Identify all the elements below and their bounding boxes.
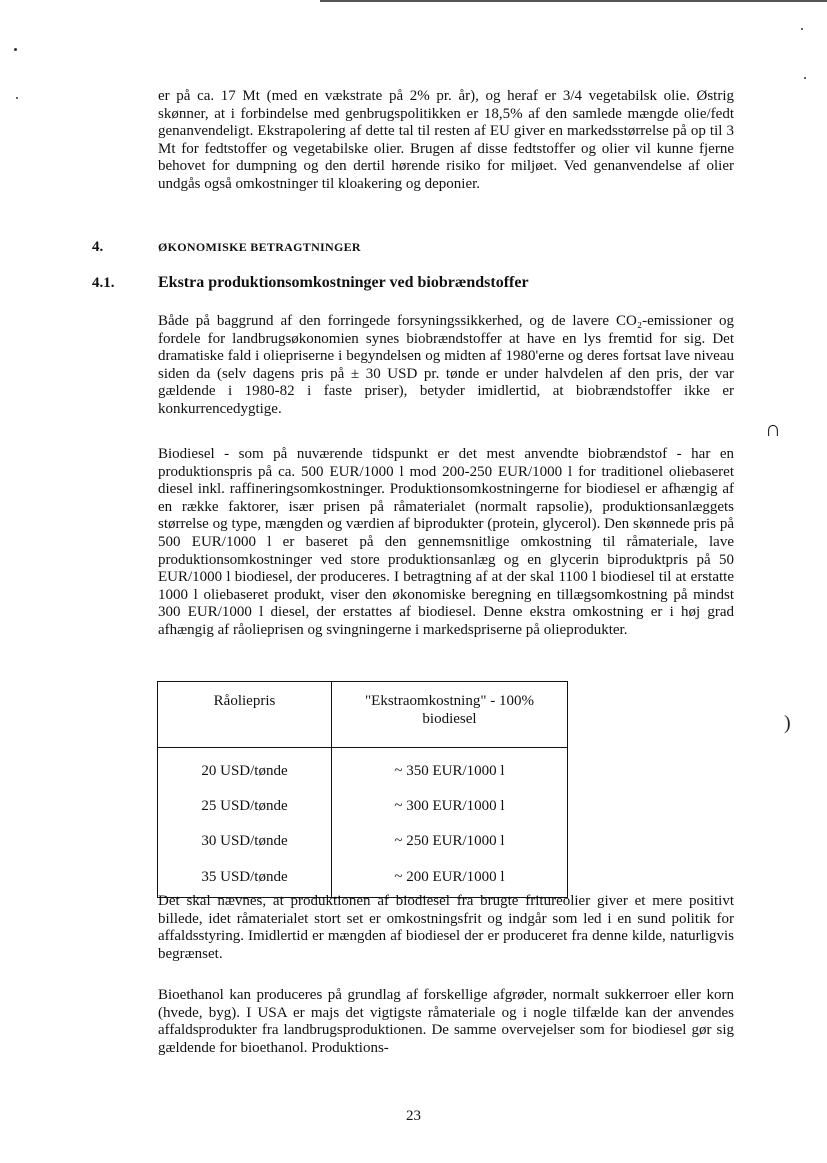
paragraph-competitiveness: Både på baggrund af den forringede forsyningssikkerhed, og de lavere CO₂-emissioner og fordele for landbrugsøkonomien synes biobrændstoffer at have en lys fremtid for sig. Det dramatiske fald i oliepriserne i begyndelsen og midten af 1980'erne og deres fortsat lave niveau siden da (selv dagens pris på ± 30 USD pr. tønde er under halvdelen af den pris, der var gældende i 1980-82 i faste priser), betyder imidlertid, at biobrændstoffer ikke er konkurrencedygtige. <box>158 313 734 417</box>
crude-price-cell: 20 USD/tønde <box>158 748 332 790</box>
paragraph-biodiesel-cost: Biodiesel - som på nuværende tidspunkt er det mest anvendte biobrændstof - har en produktionspris på ca. 500 EUR/1000 l mod 200-250 EUR/1000 l for traditionel oliebaseret diesel inkl. raffineringsomkostninger. Produktionsomkostningerne for biodiesel er afhængig af en række faktorer, især prisen på råmaterialet (normalt rapsolie), produktionsanlæggets størrelse og type, mængden og værdien af biprodukter (protein, glycerol). Den skønnede pris på 500 EUR/1000 l er baseret på den gennemsnitlige omkostning til råmateriale, lave produktionsomkostninger ved store produktionsanlæg og en glycerin biproduktpris på 50 EUR/1000 l biodiesel, der produceres. I betragtning af at der skal 1100 l biodiesel til at erstatte 1000 l oliebaseret produkt, viser den økonomiske beregning en tillægsomkostning på mindst 300 EUR/1000 l diesel, der erstattes af biodiesel. Denne ekstra omkostning er i høj grad afhængig af råolieprisen og svingningerne i markedspriserne på olieprodukter. <box>158 446 734 638</box>
section-title: ØKONOMISKE BETRAGTNINGER <box>158 240 361 254</box>
table-row <box>158 859 568 897</box>
table-row <box>158 748 568 790</box>
paragraph-bioethanol: Bioethanol kan produceres på grundlag af forskellige afgrøder, normalt sukkerroer eller korn (hvede, byg). I USA er majs det vigtigste råmateriale og i nogle tilfælde kan der anvendes affaldsprodukter fra landbrugsproduktionen. De samme overvejelser som for biodiesel gør sig gældende for bioethanol. Produktions- <box>158 987 734 1056</box>
subsection-title: Ekstra produktionsomkostninger ved biobrændstoffer <box>158 274 529 291</box>
extra-cost-cell: ~ 350 EUR/1000 l <box>332 748 568 790</box>
scan-speck <box>16 97 18 99</box>
table-header-row <box>158 682 568 748</box>
table-row <box>158 824 568 859</box>
page-number: 23 <box>406 1108 421 1124</box>
column-header-line: "Ekstraomkostning" - 100% <box>365 693 534 709</box>
section-number: 4. <box>92 239 104 255</box>
subsection-number: 4.1. <box>92 275 115 291</box>
crude-price-cell: 25 USD/tønde <box>158 789 332 824</box>
scan-speck <box>801 28 803 30</box>
column-header-crude-price: Råoliepris <box>158 682 332 748</box>
paragraph-used-frying-oil: Det skal nævnes, at produktionen af biodiesel fra brugte fritureolier giver et mere positivt billede, idet råmaterialet stort set er omkostningsfrit og indgår som led i en sund politik for affaldsstyring. Imidlertid er mængden af biodiesel der er produceret fra denne kilde, naturligvis begrænset. <box>158 893 734 962</box>
column-header-line: biodiesel <box>422 711 477 727</box>
extra-cost-table <box>157 681 568 898</box>
table-row <box>158 789 568 824</box>
scan-speck <box>804 77 806 79</box>
column-header-extra-cost <box>332 682 568 748</box>
scan-mark: ∩ <box>765 416 781 441</box>
scan-top-edge <box>320 0 827 2</box>
extra-cost-cell: ~ 300 EUR/1000 l <box>332 789 568 824</box>
crude-price-cell: 30 USD/tønde <box>158 824 332 859</box>
scan-mark: ) <box>784 712 791 734</box>
extra-cost-cell: ~ 200 EUR/1000 l <box>332 859 568 897</box>
scan-speck <box>14 48 17 51</box>
crude-price-cell: 35 USD/tønde <box>158 859 332 897</box>
paragraph-intro: er på ca. 17 Mt (med en vækstrate på 2% pr. år), og heraf er 3/4 vegetabilsk olie. Østrig skønner, at i forbindelse med genbrugspolitikken er 18,5% af den samlede mængde olie/fedt genanvendeligt. Ekstrapolering af dette tal til resten af EU giver en markedsstørrelse på op til 3 Mt for fedtstoffer og vegetabilske olier. Brugen af disse fedtstoffer og olier vil kunne fjerne behovet for dumpning og den dertil hørende risiko for miljøet. Ved genanvendelse af olier undgås også omkostninger til kloakering og deponier. <box>158 88 734 192</box>
extra-cost-cell: ~ 250 EUR/1000 l <box>332 824 568 859</box>
